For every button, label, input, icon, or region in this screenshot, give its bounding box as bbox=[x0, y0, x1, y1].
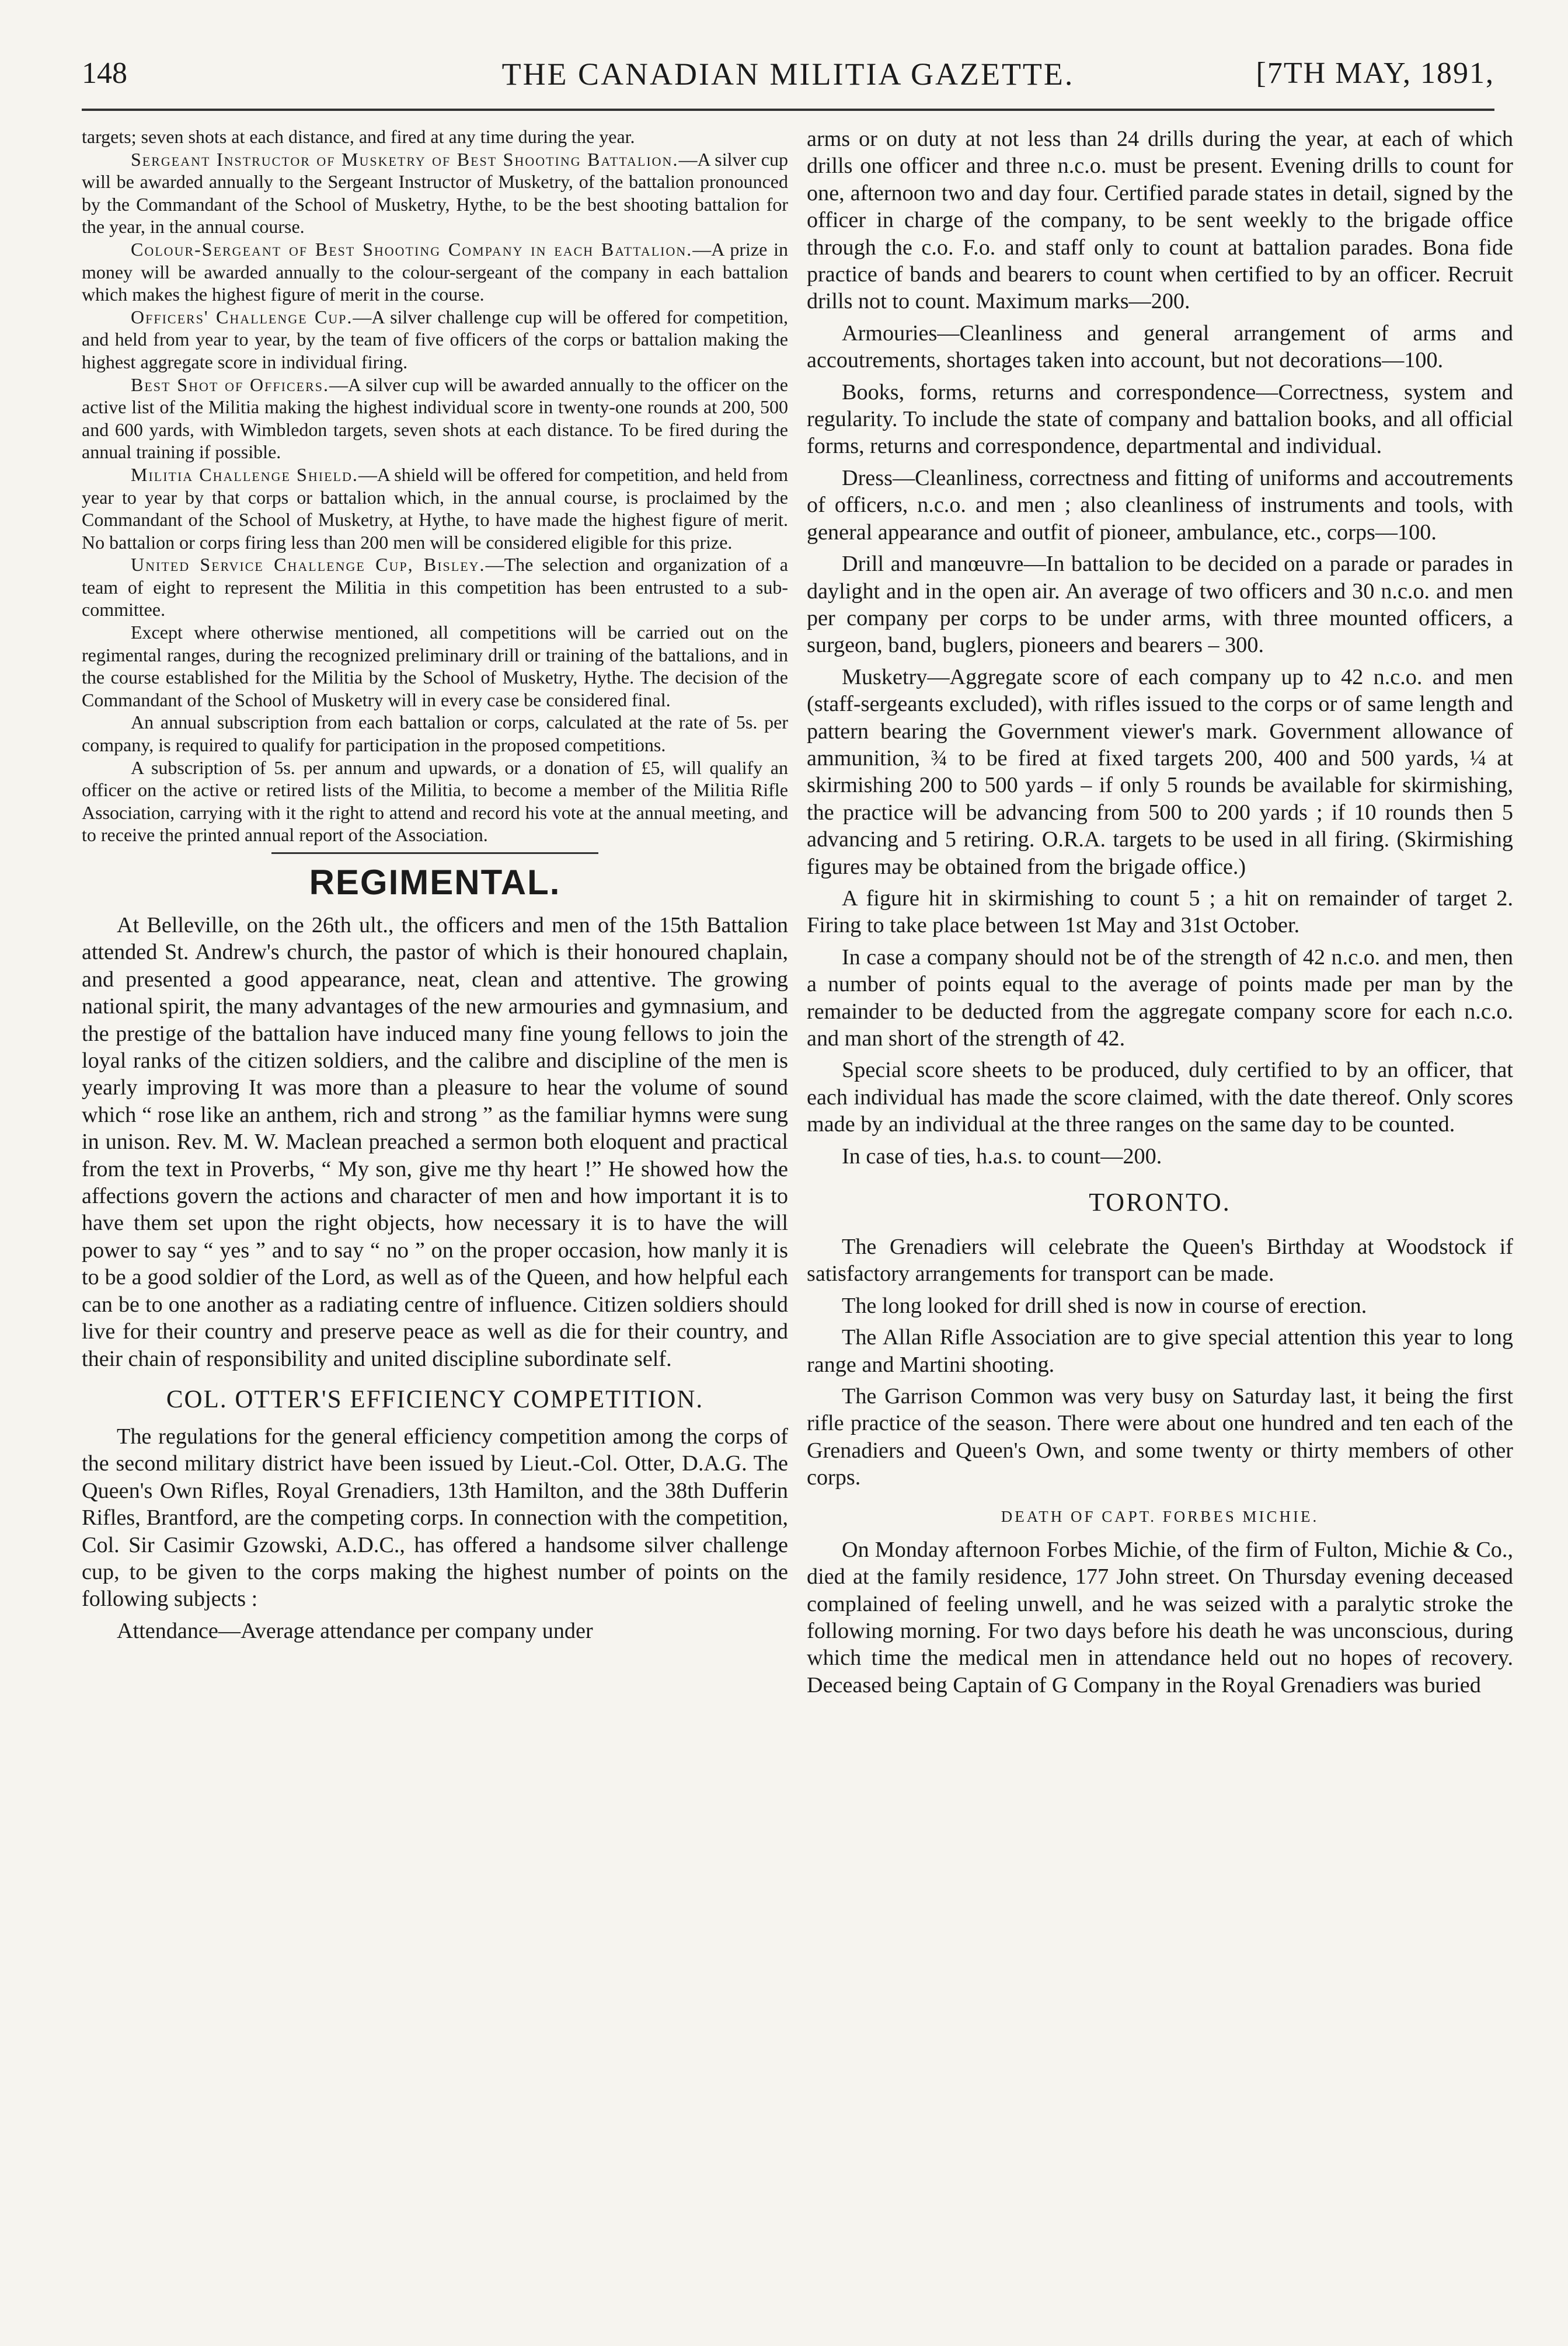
section-rule bbox=[271, 852, 598, 854]
ties-paragraph: In case of ties, h.a.s. to count—200. bbox=[842, 1144, 1162, 1169]
prize-heading: Officers' Challenge Cup. bbox=[131, 306, 353, 327]
left-column bbox=[82, 126, 788, 1649]
toronto-paragraph: The long looked for drill shed is now in course of erection. bbox=[842, 1293, 1367, 1318]
newspaper-title: THE CANADIAN MILITIA GAZETTE. bbox=[501, 57, 1075, 92]
toronto-paragraph: The Garrison Common was very busy on Saturday last, it being the first rifle practice of the season. There were about one hundred and ten each of the Grenadiers and Queen's Own, and some twenty or thirty members of other corps. bbox=[807, 1384, 1513, 1490]
prize-paragraph: Except where otherwise mentioned, all competitions will be carried out on the regimental ranges, during the recognized preliminary drill or training of the battalions, and in the course established for the Militia by the School of Musketry, Hythe. The decision of the Commandant of the School of Musketry will in every case be considered final. bbox=[82, 622, 788, 710]
drill-paragraph: Drill and manœuvre—In battalion to be decided on a parade or parades in daylight and in the open air. An average of two officers and 30 n.c.o. and men per company per corps to be under arms, with three mounted officers, a surgeon, band, buglers, pioneers and bearers – 300. bbox=[807, 552, 1513, 658]
toronto-paragraph: The Grenadiers will celebrate the Queen's Birthday at Woodstock if satisfactory arrangements for transport can be made. bbox=[807, 1235, 1513, 1287]
toronto-paragraph: The Allan Rifle Association are to give special attention this year to long range and Martini shooting. bbox=[807, 1325, 1513, 1377]
prize-heading: United Service Challenge Cup, Bisley. bbox=[131, 554, 486, 576]
books-paragraph: Books, forms, returns and correspondence—Correctness, system and regularity. To include the state of company and battalion books, and all official forms, returns and correspondence, departmental and individual. bbox=[807, 379, 1513, 459]
prize-paragraph: United Service Challenge Cup, Bisley.—The selection and organization of a team of eight to represent the Militia in this competition has been entrusted to a sub-committee. bbox=[82, 554, 788, 621]
prize-paragraph: Officers' Challenge Cup.—A silver challenge cup will be offered for competition, and held from year to year, by the team of five officers of the corps or battalion making the highest aggregate score in individual firing. bbox=[82, 306, 789, 372]
company-strength-paragraph: In case a company should not be of the strength of 42 n.c.o. and men, then a number of points equal to the average of points made per man by the remainder to be deducted from the aggregate company score for each n.c.o. and man short of the strength of 42. bbox=[807, 944, 1513, 1051]
rifle-association-prizes bbox=[82, 126, 788, 846]
page-number: 148 bbox=[82, 57, 127, 90]
death-heading: DEATH OF CAPT. FORBES MICHIE. bbox=[1001, 1507, 1319, 1525]
prize-heading: Colour-Sergeant of Best Shooting Company in each Battalion. bbox=[131, 238, 693, 260]
attendance-continued: arms or on duty at not less than 24 drills during the year, at each of which drills one officer and three n.c.o. must be present. Evening drills to count for one, afternoon two and day four. Certified parade states in detail, signed by the officer in charge of the company, to be sent weekly to the brigade office through the c.o. F.o. and staff only to count at battalion parades. Bona fide practice of bands and bearers to count when certified to by an officer. Recruit drills not to count. Maximum marks—200. bbox=[807, 127, 1513, 314]
attendance-paragraph: Attendance—Average attendance per company under bbox=[117, 1618, 593, 1643]
prize-heading: Militia Challenge Shield. bbox=[131, 463, 358, 485]
right-column bbox=[807, 126, 1513, 1703]
dress-paragraph: Dress—Cleanliness, correctness and fitting of uniforms and accoutrements of officers, n.c.o. and men ; also cleanliness of instruments and tools, with general appearance and outfit of pioneer, ambulance, etc., corps—100. bbox=[807, 465, 1513, 545]
regimental-paragraph: At Belleville, on the 26th ult., the officers and men of the 15th Battalion attended St. Andrew's church, the pastor of which is their honoured chaplain, and presented a good appearance, neat, clean and attentive. The growing national spirit, the many advantages of the new armouries and gymnasium, and the prestige of the battalion have induced many fine young fellows to join the loyal ranks of the citizen soldiers, and the calibre and discipline of the men is yearly improving It was more than a pleasure to hear the volume of sound which “ rose like an anthem, rich and strong ” as the familiar hymns were sung in unison. Rev. M. W. Maclean preached a sermon both eloquent and practical from the text in Proverbs, “ My son, give me thy heart !” He showed how the affections govern the actions and character of men and how important it is to have them set upon the right objects, how necessary it is to have the will power to say “ yes ” and to say “ no ” on the proper occasion, how manly it is to be a good soldier of the Lord, as well as of the Queen, and how helpful each can be to one another as a radiating centre of influence. Citizen soldiers should live for their country and preserve peace as well as die for their country, and their chain of responsibility and united discipline subordinate self. bbox=[82, 913, 789, 1371]
armouries-paragraph: Armouries—Cleanliness and general arrangement of arms and accoutrements, shortages taken into account, but not decorations—100. bbox=[807, 320, 1513, 373]
toronto-heading: TORONTO. bbox=[1089, 1188, 1231, 1217]
prize-heading: Sergeant Instructor of Musketry of Best Shooting Battalion. bbox=[131, 148, 679, 170]
prize-paragraph: Best Shot of Officers.—A silver cup will be awarded annually to the officer on the active list of the Militia making the highest individual score in twenty-one rounds at 200, 500 and 600 yards, with Wimbledon targets, seven shots at each distance. To be fired during the annual training if possible. bbox=[82, 374, 789, 463]
regimental-section bbox=[82, 912, 788, 1644]
prize-heading: Best Shot of Officers. bbox=[131, 374, 329, 395]
prize-paragraph: Militia Challenge Shield.—A shield will be offered for competition, and held from year to year by that corps or battalion which, in the annual course, is proclaimed by the Commandant of the School of Musketry, at Hythe, to have made the highest figure of merit. No battalion or corps firing less than 200 men will be considered eligible for this prize. bbox=[82, 463, 788, 553]
death-paragraph: On Monday afternoon Forbes Michie, of the firm of Fulton, Michie & Co., died at the family residence, 177 John street. On Thursday evening deceased complained of feeling unwell, and he was seized with a paralytic stroke the following morning. For two days before his death he was unconscious, during which time the medical men in attendance held out no hopes of recovery. Deceased being Captain of G Company in the Royal Grenadiers was buried bbox=[807, 1537, 1513, 1697]
prize-paragraph: A subscription of 5s. per annum and upwards, or a donation of £5, will qualify an officer on the active or retired lists of the Militia, to become a member of the Militia Rifle Association, carrying with it the right to attend and record his vote at the annual meeting, and to receive the printed annual report of the Association. bbox=[82, 757, 788, 846]
issue-date: [7TH MAY, 1891, bbox=[1256, 57, 1494, 90]
score-sheets-paragraph: Special score sheets to be produced, duly certified to by an officer, that each individual has made the score claimed, with the date thereof. Only scores made by an individual at the three ranges on the same day to be counted. bbox=[807, 1058, 1513, 1137]
prize-paragraph: Colour-Sergeant of Best Shooting Company in each Battalion.—A prize in money will be awarded annually to the colour-sergeant of the company in each battalion which makes the highest figure of merit in the course. bbox=[82, 238, 788, 305]
prize-paragraph: Sergeant Instructor of Musketry of Best Shooting Battalion.—A silver cup will be awarded annually to the Sergeant Instructor of Musketry, of the battalion pronounced by the Commandant of the School of Musketry, Hythe, to be the best shooting battalion for the year, in the annual course. bbox=[82, 148, 789, 238]
regimental-heading: REGIMENTAL. bbox=[309, 863, 561, 902]
header-rule bbox=[82, 109, 1494, 111]
musketry-paragraph: Musketry—Aggregate score of each company up to 42 n.c.o. and men (staff-sergeants excluded), with rifles issued to the corps or of same length and pattern bearing the Government viewer's mark. Government allowance of ammunition, ¾ to be fired at fixed targets 200, 400 and 500 yards, ¼ at skirmishing 200 to 500 yards – if only 5 rounds be available for skirmishing, the practice will be advancing from 500 to 200 yards ; if 10 rounds then 5 advancing and 5 retiring. O.R.A. targets to be used in all firing. (Skirmishing figures may be obtained from the brigade office.) bbox=[807, 664, 1513, 879]
efficiency-heading: COL. OTTER'S EFFICIENCY COMPETITION. bbox=[166, 1385, 704, 1413]
prize-paragraph: An annual subscription from each battalion or corps, calculated at the rate of 5s. per company, is required to qualify for participation in the proposed competitions. bbox=[82, 712, 788, 756]
efficiency-intro: The regulations for the general efficiency competition among the corps of the second military district have been issued by Lieut.-Col. Otter, D.A.G. The Queen's Own Rifles, Royal Grenadiers, 13th Hamilton, and the 38th Dufferin Rifles, Brantford, are the competing corps. In connection with the competition, Col. Sir Casimir Gzowski, A.D.C., has offered a handsome silver challenge cup, to be given to the corps making the highest number of points on the following subjects : bbox=[82, 1424, 788, 1612]
page-header bbox=[82, 56, 1494, 103]
figure-hit-paragraph: A figure hit in skirmishing to count 5 ; a hit on remainder of target 2. Firing to take place between 1st May and 31st October. bbox=[807, 886, 1513, 938]
prize-paragraph: targets; seven shots at each distance, and fired at any time during the year. bbox=[82, 126, 635, 147]
